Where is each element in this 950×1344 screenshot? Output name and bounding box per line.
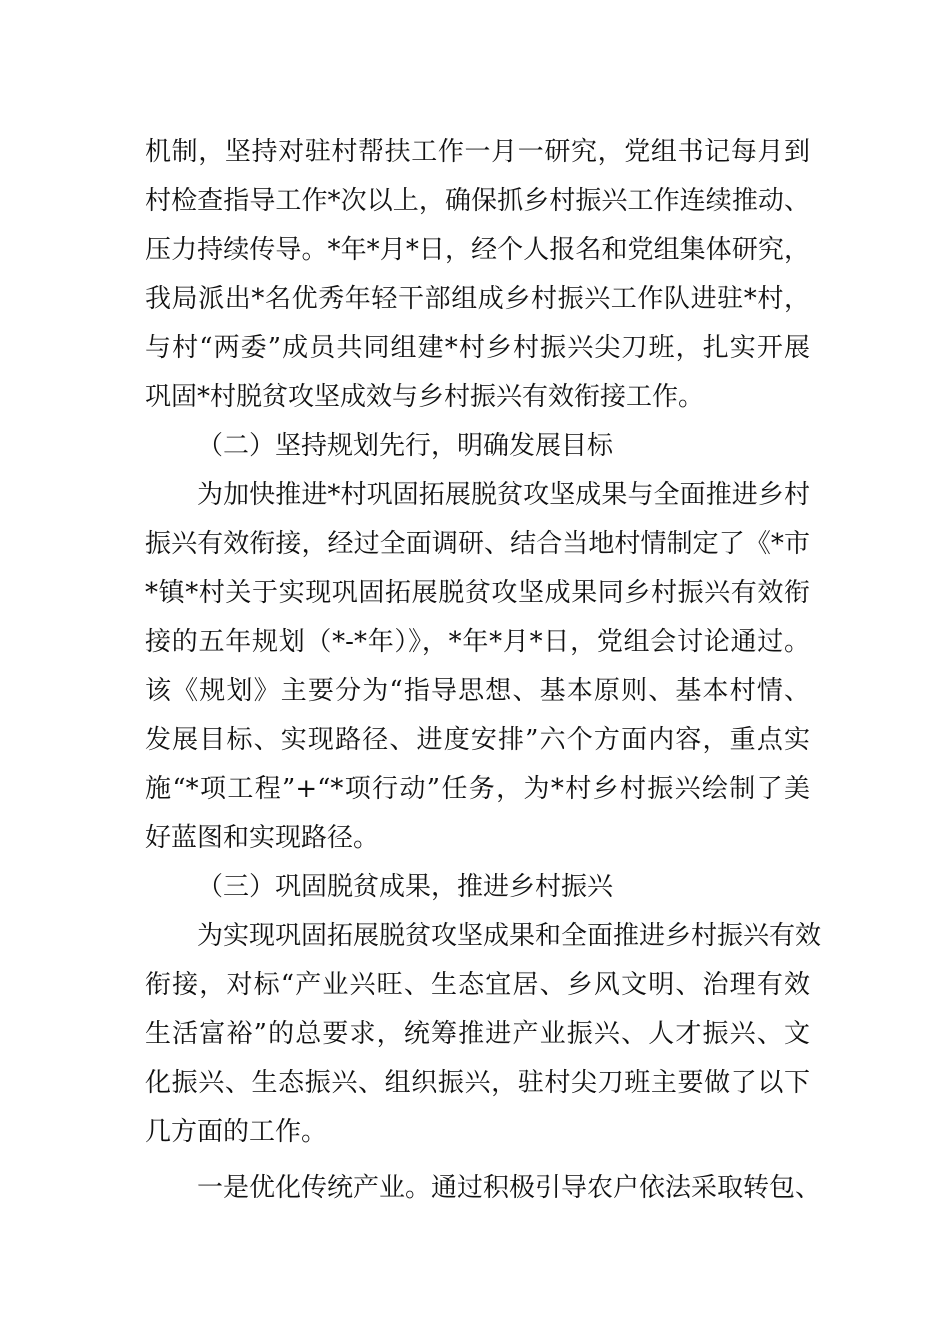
text-line: 机制，坚持对驻村帮扶工作一月一研究，党组书记每月到 bbox=[145, 137, 810, 167]
text-line: 生活富裕”的总要求，统筹推进产业振兴、人才振兴、文 bbox=[145, 1019, 810, 1049]
document-body bbox=[145, 128, 822, 1213]
section-heading: （三）巩固脱贫成果，推进乡村振兴 bbox=[197, 872, 614, 902]
text-line: 接的五年规划（*-*年）》，*年*月*日，党组会讨论通过。 bbox=[145, 627, 810, 657]
text-line: 衔接，对标“产业兴旺、生态宜居、乡风文明、治理有效 bbox=[145, 970, 810, 1000]
text-line: 压力持续传导。*年*月*日，经个人报名和党组集体研究， bbox=[145, 235, 810, 265]
text-line: 村检查指导工作*次以上，确保抓乡村振兴工作连续推动、 bbox=[145, 186, 810, 216]
text-line: 与村“两委”成员共同组建*村乡村振兴尖刀班，扎实开展 bbox=[145, 333, 810, 363]
text-line: 发展目标、实现路径、进度安排”六个方面内容，重点实 bbox=[145, 725, 810, 755]
text-line: 巩固*村脱贫攻坚成效与乡村振兴有效衔接工作。 bbox=[145, 382, 705, 412]
text-line: 化振兴、生态振兴、组织振兴，驻村尖刀班主要做了以下 bbox=[145, 1068, 810, 1098]
text-line: 好蓝图和实现路径。 bbox=[145, 823, 380, 853]
text-line: 该《规划》主要分为“指导思想、基本原则、基本村情、 bbox=[145, 676, 810, 706]
text-line: 为加快推进*村巩固拓展脱贫攻坚成果与全面推进乡村 bbox=[197, 480, 810, 510]
text-line: 几方面的工作。 bbox=[145, 1117, 328, 1147]
text-line: 我局派出*名优秀年轻干部组成乡村振兴工作队进驻*村， bbox=[145, 284, 810, 314]
text-line: 施“*项工程”+“*项行动”任务，为*村乡村振兴绘制了美 bbox=[145, 774, 810, 804]
text-line: 为实现巩固拓展脱贫攻坚成果和全面推进乡村振兴有效 bbox=[197, 921, 822, 951]
section-heading: （二）坚持规划先行，明确发展目标 bbox=[197, 431, 614, 461]
text-line: *镇*村关于实现巩固拓展脱贫攻坚成果同乡村振兴有效衔 bbox=[145, 578, 810, 608]
text-line: 振兴有效衔接，经过全面调研、结合当地村情制定了《*市 bbox=[145, 529, 810, 559]
text-line: 一是优化传统产业。通过积极引导农户依法采取转包、 bbox=[197, 1173, 822, 1203]
